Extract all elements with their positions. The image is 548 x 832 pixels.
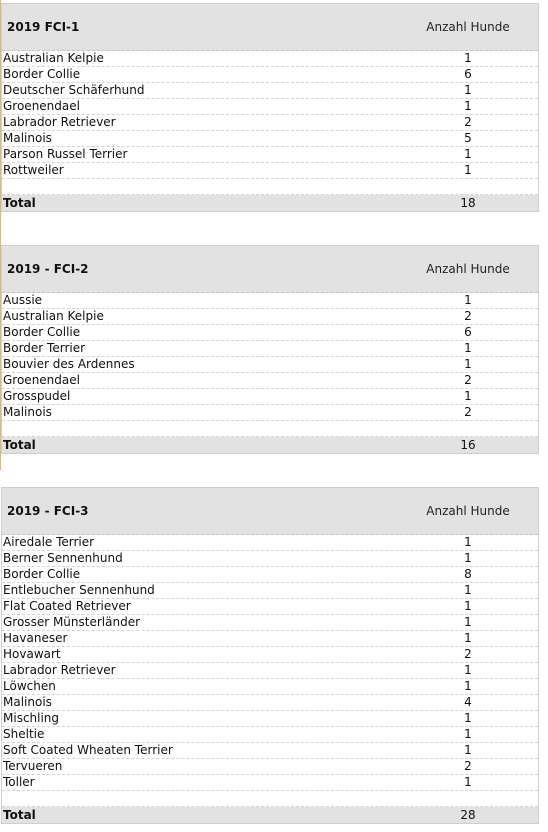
table-header [2,4,538,51]
dog-count: 1 [464,727,472,741]
dog-count: 1 [464,147,472,161]
table-row [2,325,538,341]
breed-name: Rottweiler [3,163,64,177]
dog-count: 1 [464,535,472,549]
column-header-count: Anzahl Hunde [426,504,510,518]
table-row [2,775,538,791]
dog-count: 2 [464,309,472,323]
dog-count: 1 [464,163,472,177]
table-title: 2019 - FCI-3 [7,504,89,518]
breed-name: Groenendael [3,373,80,387]
dog-count: 1 [464,583,472,597]
spacer-row [2,791,538,807]
dog-count: 8 [464,567,472,581]
breed-name: Border Terrier [3,341,86,355]
dog-count: 6 [464,67,472,81]
table-row [2,647,538,663]
spacer-row [2,421,538,437]
breed-name: Border Collie [3,67,81,81]
dog-count: 2 [464,647,472,661]
total-row [2,437,538,453]
dog-count: 1 [464,341,472,355]
table-row [2,567,538,583]
breed-name: Airedale Terrier [3,535,95,549]
table-row [2,535,538,551]
table-row [2,615,538,631]
table-title: 2019 - FCI-2 [7,262,89,276]
table-row [2,759,538,775]
table-row [2,695,538,711]
dog-count: 2 [464,405,472,419]
table-header [2,246,538,293]
breed-name: Labrador Retriever [3,663,116,677]
table-row [2,115,538,131]
summary-table [1,487,539,824]
dog-count: 2 [464,115,472,129]
total-label: Total [3,438,36,452]
dog-count: 1 [464,711,472,725]
breed-name: Havaneser [3,631,68,645]
dog-count: 1 [464,51,472,65]
dog-count: 1 [464,83,472,97]
breed-name: Grosser Münsterländer [3,615,141,629]
breed-name: Bouvier des Ardennes [3,357,135,371]
table-row [2,599,538,615]
total-label: Total [3,196,36,210]
dog-count: 1 [464,293,472,307]
breed-name: Border Collie [3,325,81,339]
table-row [2,163,538,179]
table-row [2,83,538,99]
breed-name: Soft Coated Wheaten Terrier [3,743,173,757]
dog-count: 1 [464,679,472,693]
dog-count: 1 [464,99,472,113]
spacer-row [2,179,538,195]
dog-count: 1 [464,389,472,403]
summary-table [1,245,539,454]
table-row [2,711,538,727]
breed-name: Parson Russel Terrier [3,147,128,161]
table-row [2,663,538,679]
summary-table [1,3,539,212]
table-row [2,99,538,115]
table-row [2,679,538,695]
dog-count: 2 [464,373,472,387]
dog-count: 5 [464,131,472,145]
dog-count: 2 [464,759,472,773]
table-row [2,405,538,421]
breed-name: Berner Sennenhund [3,551,123,565]
table-row [2,727,538,743]
dog-count: 1 [464,775,472,789]
table-row [2,131,538,147]
column-header-count: Anzahl Hunde [426,20,510,34]
breed-name: Malinois [3,131,52,145]
total-value: 16 [460,438,476,452]
breed-name: Entlebucher Sennenhund [3,583,155,597]
table-row [2,743,538,759]
table-row [2,51,538,67]
table-row [2,357,538,373]
column-header-count: Anzahl Hunde [426,262,510,276]
breed-name: Deutscher Schäferhund [3,83,145,97]
table-row [2,341,538,357]
breed-name: Groenendael [3,99,80,113]
table-row [2,551,538,567]
breed-name: Malinois [3,405,52,419]
breed-name: Sheltie [3,727,45,741]
total-value: 28 [460,808,476,822]
table-row [2,583,538,599]
table-row [2,389,538,405]
table-row [2,293,538,309]
table-header [2,488,538,535]
dog-count: 1 [464,357,472,371]
dog-count: 1 [464,743,472,757]
table-row [2,631,538,647]
table-row [2,67,538,83]
total-row [2,195,538,211]
breed-name: Aussie [3,293,43,307]
breed-name: Border Collie [3,567,81,581]
breed-name: Flat Coated Retriever [3,599,131,613]
dog-count: 1 [464,631,472,645]
total-row [2,807,538,823]
breed-name: Hovawart [3,647,61,661]
total-label: Total [3,808,36,822]
breed-name: Mischling [3,711,60,725]
breed-name: Toller [3,775,35,789]
breed-name: Australian Kelpie [3,51,104,65]
dog-count: 1 [464,663,472,677]
breed-name: Labrador Retriever [3,115,116,129]
table-title: 2019 FCI-1 [7,20,80,34]
dog-count: 6 [464,325,472,339]
breed-name: Tervueren [3,759,63,773]
breed-name: Australian Kelpie [3,309,104,323]
table-row [2,309,538,325]
total-value: 18 [460,196,476,210]
dog-count: 1 [464,615,472,629]
breed-name: Löwchen [3,679,56,693]
dog-count: 1 [464,551,472,565]
table-row [2,373,538,389]
dog-count: 1 [464,599,472,613]
table-row [2,147,538,163]
breed-name: Grosspudel [3,389,71,403]
dog-count: 4 [464,695,472,709]
breed-name: Malinois [3,695,52,709]
